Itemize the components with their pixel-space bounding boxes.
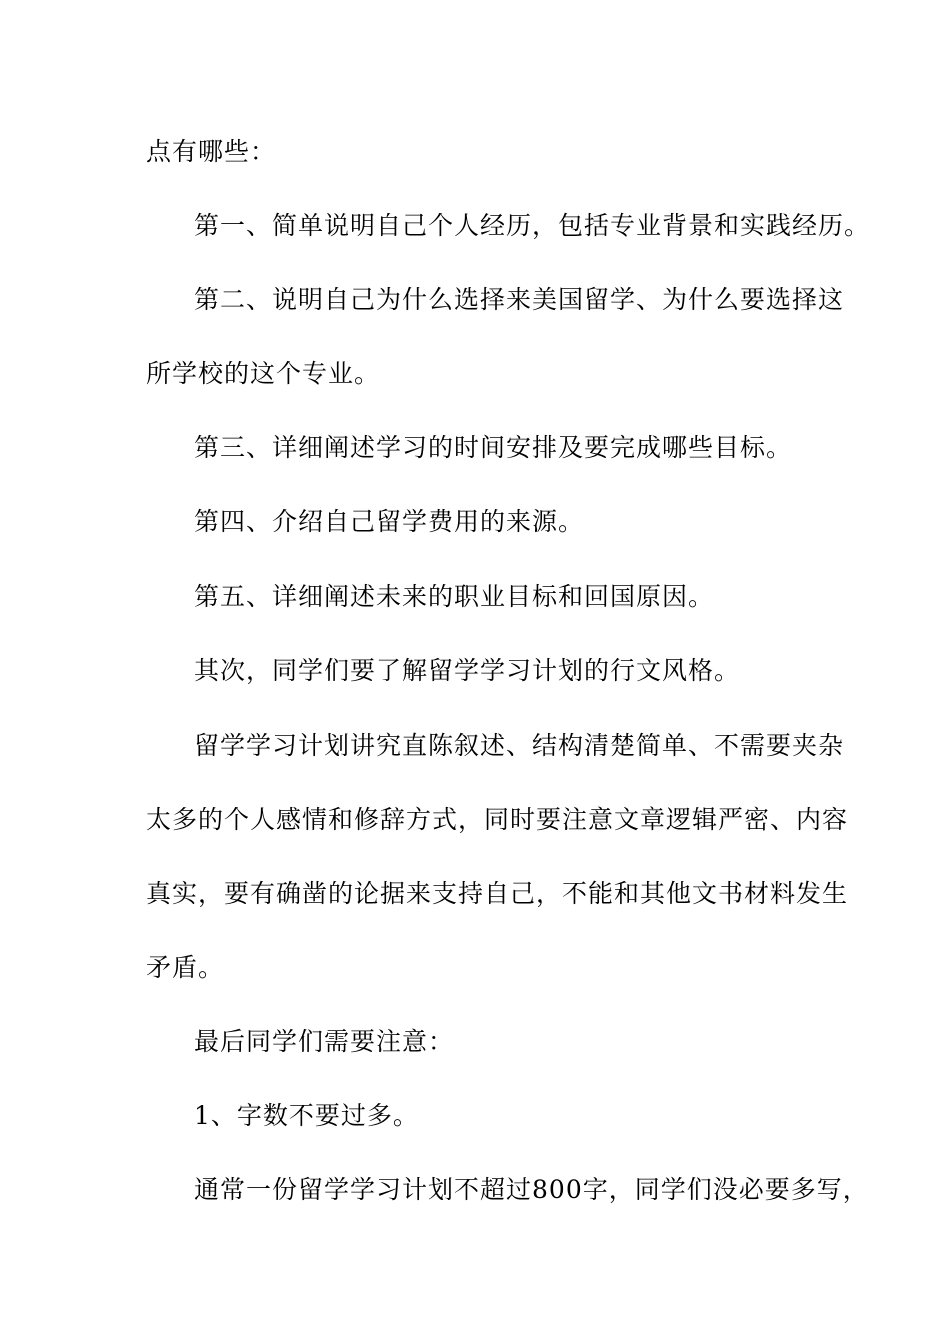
paragraph-line-15: 通常一份留学学习计划不超过800字，同学们没必要多写， [194,1175,869,1204]
paragraph-line-13: 最后同学们需要注意： [194,1027,455,1056]
paragraph-line-1: 点有哪些： [146,137,277,166]
paragraph-line-8: 其次，同学们要了解留学学习计划的行文风格。 [194,656,741,685]
paragraph-line-2: 第一、简单说明自己个人经历，包括专业背景和实践经历。 [194,211,871,240]
paragraph-line-3: 第二、说明自己为什么选择来美国留学、为什么要选择这 [194,285,845,314]
paragraph-line-4: 所学校的这个专业。 [146,359,381,388]
paragraph-line-7: 第五、详细阐述未来的职业目标和回国原因。 [194,582,715,611]
paragraph-line-11: 真实，要有确凿的论据来支持自己，不能和其他文书材料发生 [146,879,849,908]
paragraph-line-14: 1、字数不要过多。 [194,1101,419,1130]
paragraph-line-6: 第四、介绍自己留学费用的来源。 [194,507,585,536]
paragraph-line-9: 留学学习计划讲究直陈叙述、结构清楚简单、不需要夹杂 [194,731,845,760]
paragraph-line-10: 太多的个人感情和修辞方式，同时要注意文章逻辑严密、内容 [146,805,849,834]
paragraph-line-5: 第三、详细阐述学习的时间安排及要完成哪些目标。 [194,433,793,462]
paragraph-line-12: 矛盾。 [146,953,225,982]
